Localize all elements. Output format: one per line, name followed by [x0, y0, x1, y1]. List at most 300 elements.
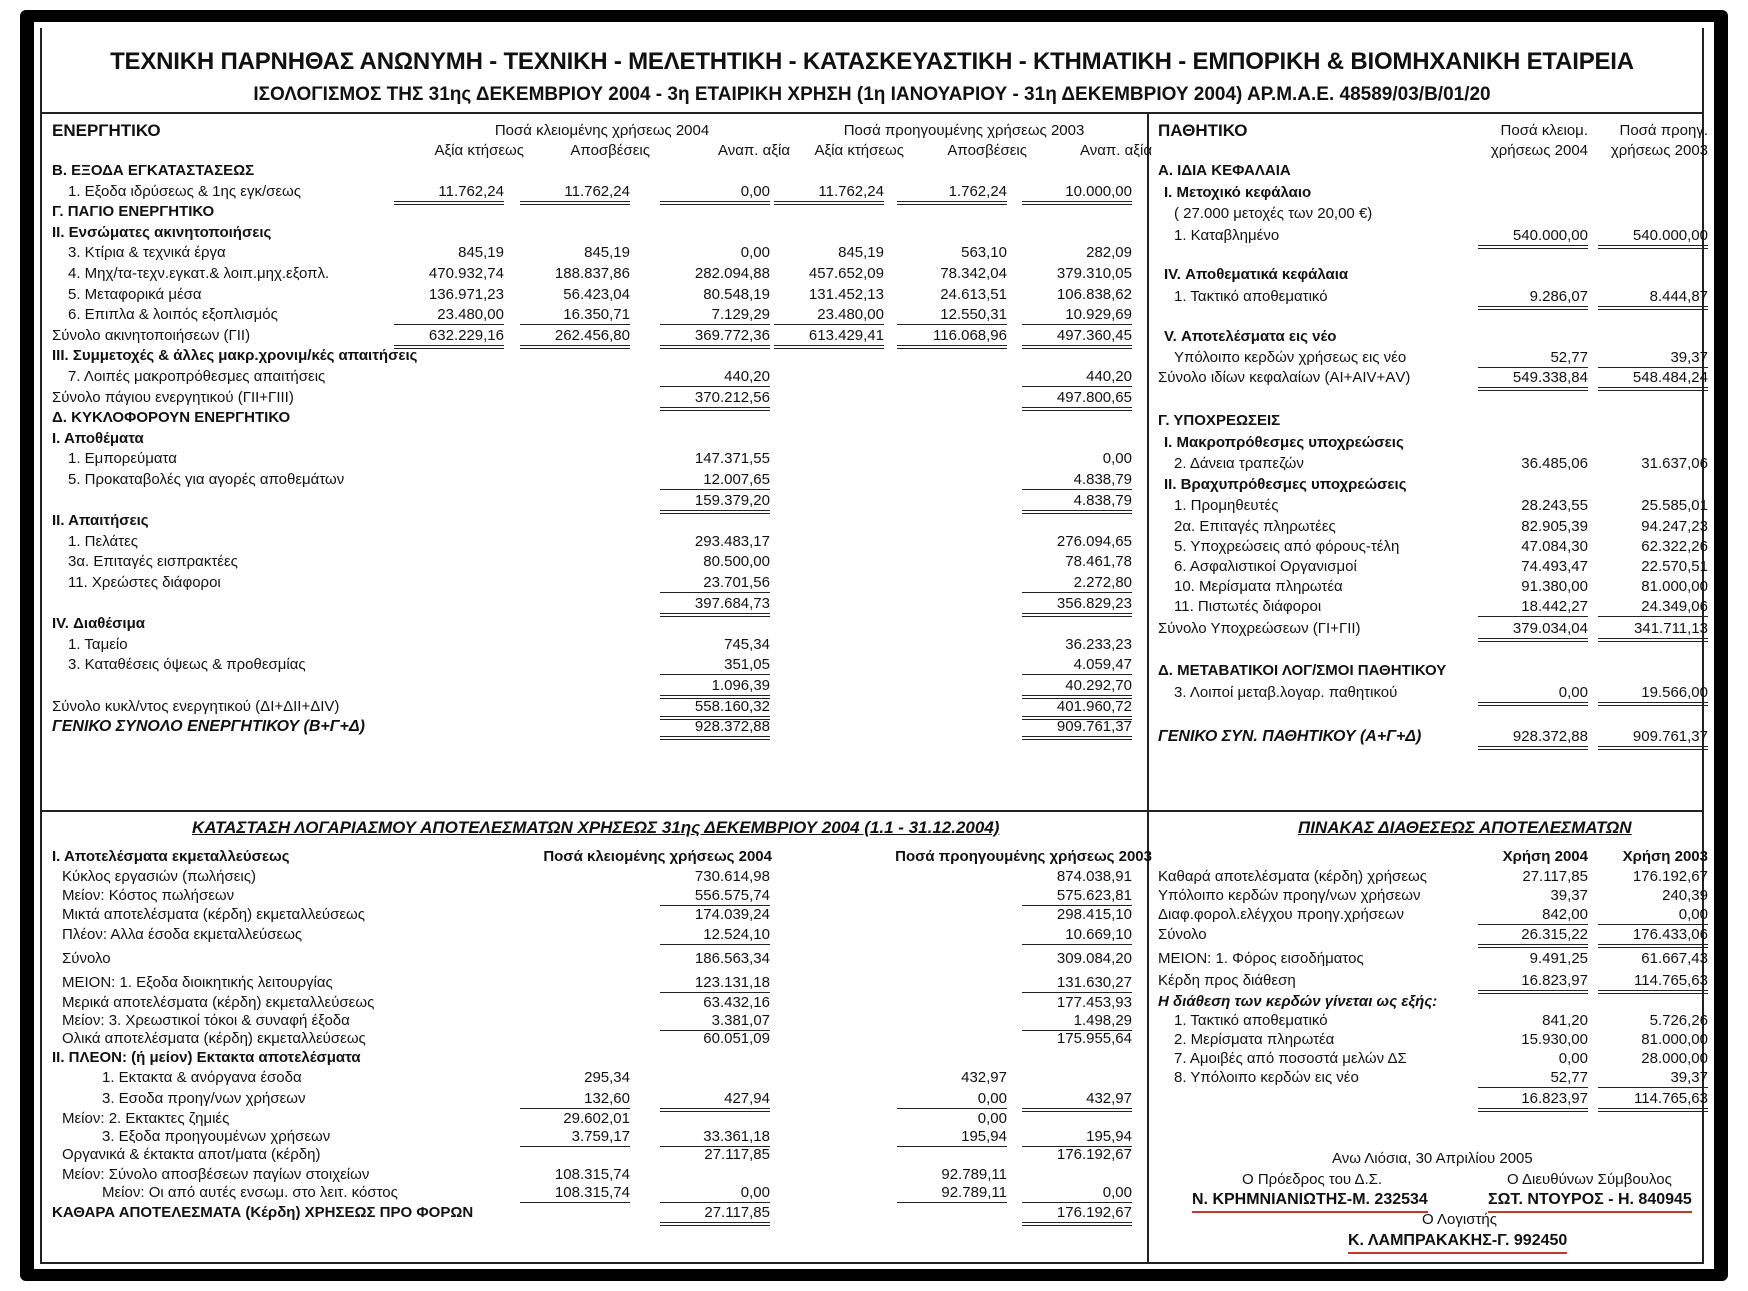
liability-value-text: 28.243,55 [1521, 497, 1588, 514]
liability-value [1448, 558, 1588, 576]
income-row-label: 3. Εσοδα προηγ/νων χρήσεων [102, 1090, 306, 1107]
asset-value-text: 4.838,79 [1022, 492, 1132, 514]
distribution-value [1568, 1050, 1708, 1068]
asset-value [490, 183, 630, 205]
asset-value-text: 36.233,23 [1065, 635, 1132, 653]
asset-value [364, 265, 504, 283]
income-value-text: 3.381,07 [660, 1012, 770, 1031]
asset-value [992, 244, 1132, 262]
asset-value [992, 450, 1132, 468]
liability-value-text: 548.484,24 [1598, 369, 1708, 391]
distribution-value-text: 240,39 [1662, 887, 1708, 904]
income-value [630, 1128, 770, 1147]
distribution-value [1448, 1090, 1588, 1112]
income-value [630, 1090, 770, 1112]
asset-value-text: 80.548,19 [703, 285, 770, 303]
distribution-value [1568, 887, 1708, 905]
company-title: ΤΕΧΝΙΚΗ ΠΑΡΝΗΘΑΣ ΑΝΩΝΥΜΗ - ΤΕΧΝΙΚΗ - ΜΕΛΕΤΗΤΙΚΗ - ΚΑΤΑΣΚΕΥΑΣΤΙΚΗ - ΚΤΗΜΑΤΙΚΗ - ΕΜΠΟΡΙΚΗ & ΒΙΟΜΗΧΑΝΙΚΗ ΕΤΑΙΡΕΙΑ [110, 48, 1634, 75]
asset-value [630, 677, 770, 699]
income-value-text: 3.759,17 [520, 1128, 630, 1147]
asset-value [630, 595, 770, 617]
asset-row-label: 1. Ταμείο [68, 635, 128, 653]
distribution-value-text: 176.192,67 [1632, 868, 1708, 885]
liabilities-heading: ΠΑΘΗΤΙΚΟ [1158, 121, 1248, 140]
income-row-label: Ολικά αποτελέσματα (κέρδη) εκμεταλλεύσεως [62, 1030, 366, 1047]
liability-row-label: ΙV. Αποθεματικά κεφάλαια [1164, 266, 1349, 283]
income-value [490, 1090, 630, 1109]
asset-row-label: 3α. Επιταγές εισπρακτέες [68, 553, 238, 571]
asset-value-text: 440,20 [660, 368, 770, 387]
liability-row-label: Σύνολο ιδίων κεφαλαίων (ΑΙ+ΑΙV+ΑV) [1158, 369, 1411, 386]
asset-row-label: ΙΙ. Ενσώματες ακινητοποιήσεις [52, 223, 272, 241]
liability-value [1448, 349, 1588, 368]
liability-value [1568, 518, 1708, 536]
income-value-text: 427,94 [660, 1090, 770, 1112]
income-value-text: 29.602,01 [563, 1110, 630, 1127]
col-dep-2004: Αποσβέσεις [570, 142, 650, 159]
income-value-text: 131.630,27 [1022, 974, 1132, 993]
income-row-label: Πλέον: Αλλα έσοδα εκμεταλλεύσεως [62, 926, 303, 943]
president-title: Ο Πρόεδρος του Δ.Σ. [1242, 1171, 1383, 1188]
asset-value [867, 327, 1007, 349]
distribution-value [1568, 1090, 1708, 1112]
asset-value-text: 351,05 [660, 656, 770, 675]
liability-value-text: 18.442,27 [1478, 598, 1588, 617]
income-value-text: 92.789,11 [941, 1166, 1007, 1183]
asset-row-label: 1. Πελάτες [68, 532, 138, 550]
asset-value-text: 23.701,56 [660, 574, 770, 593]
liability-row-label: Υπόλοιπο κερδών χρήσεως εις νέο [1174, 349, 1407, 366]
asset-row-label: 1. Εμπορεύματα [68, 450, 177, 468]
liability-row-label: Γ. ΥΠΟΧΡΕΩΣΕΙΣ [1158, 412, 1281, 429]
liability-value-text: 9.286,07 [1478, 288, 1588, 310]
income-value-text: 175.955,64 [1056, 1030, 1132, 1047]
income-value [867, 1166, 1007, 1184]
asset-value-text: 369.772,36 [660, 327, 770, 349]
asset-value [744, 306, 884, 325]
liability-value-text: 928.372,88 [1478, 728, 1588, 750]
asset-row-label: 5. Προκαταβολές για αγορές αποθεμάτων [68, 471, 345, 488]
income-statement-title: ΚΑΤΑΣΤΑΣΗ ΛΟΓΑΡΙΑΣΜΟΥ ΑΠΟΤΕΛΕΣΜΑΤΩΝ ΧΡΗΣΕΩΣ 31ης ΔΕΚΕΜΒΡΙΟΥ 2004 (1.1 - 31.12.2004) [192, 818, 1000, 837]
distribution-row-label: Κέρδη προς διάθεση [1158, 972, 1296, 989]
asset-value [630, 698, 770, 720]
income-value [630, 1012, 770, 1031]
distribution-value-text: 9.491,25 [1529, 950, 1588, 967]
liability-value [1448, 288, 1588, 310]
income-value [992, 1204, 1132, 1226]
distribution-value-text: 28.000,00 [1641, 1050, 1708, 1067]
distribution-row-label: Υπόλοιπο κερδών προηγ/νων χρήσεων [1158, 887, 1421, 904]
liability-value-text: 25.585,01 [1641, 497, 1708, 514]
asset-row-label: 6. Επιπλα & λοιπός εξοπλισμός [68, 306, 278, 324]
asset-value-text: 16.350,71 [520, 306, 630, 325]
income-value [992, 1146, 1132, 1164]
asset-value [630, 656, 770, 675]
liability-row-label: 2α. Επιταγές πληρωτέες [1174, 518, 1336, 535]
income-row-label: ΚΑΘΑΡΑ ΑΠΟΤΕΛΕΣΜΑΤΑ (Κέρδη) ΧΡΗΣΕΩΣ ΠΡΟ ΦΟΡΩΝ [52, 1204, 474, 1221]
asset-row-label: 7. Λοιπές μακροπρόθεσμες απαιτήσεις [68, 368, 326, 385]
distribution-row-label: 2. Μερίσματα πληρωτέα [1174, 1031, 1335, 1048]
distribution-value-text: 841,20 [1542, 1012, 1588, 1029]
distribution-value-text: 16.823,97 [1478, 1090, 1588, 1112]
asset-value-text: 131.452,13 [808, 285, 884, 303]
asset-value [867, 183, 1007, 205]
income-value [630, 1204, 770, 1226]
distribution-value-text: 176.433,06 [1598, 926, 1708, 948]
asset-value [364, 286, 504, 304]
asset-value-text: 23.480,00 [774, 306, 884, 325]
asset-value [744, 183, 884, 205]
asset-value-text: 11.762,24 [520, 183, 630, 205]
income-value [992, 1090, 1132, 1112]
distribution-value [1448, 1031, 1588, 1049]
distribution-value-text: 15.930,00 [1521, 1031, 1588, 1048]
asset-value-text: 282.094,88 [694, 265, 770, 282]
asset-row-label: Β. ΕΞΟΔΑ ΕΓΚΑΤΑΣΤΑΣΕΩΣ [52, 162, 255, 179]
assets-heading: ΕΝΕΡΓΗΤΙΚΟ [52, 121, 161, 140]
liability-row-label: 11. Πιστωτές διάφοροι [1174, 598, 1322, 615]
asset-row-label: 5. Μεταφορικά μέσα [68, 285, 202, 303]
income-col-2004: Ποσά κλειομένης χρήσεως 2004 [543, 848, 772, 865]
col-2004-header-a: Ποσά κλειομ. [1500, 122, 1588, 139]
asset-value [744, 244, 884, 262]
income-value-text: 108.315,74 [520, 1184, 630, 1203]
period-2004-header: Ποσά κλειομένης χρήσεως 2004 [494, 122, 710, 139]
income-value [867, 1069, 1007, 1087]
asset-value-text: 12.550,31 [897, 306, 1007, 325]
asset-value [867, 306, 1007, 325]
document-frame [20, 10, 1728, 1281]
liability-value [1568, 227, 1708, 249]
asset-value-text: 745,34 [724, 635, 770, 653]
distribution-value [1448, 906, 1588, 925]
income-row-label: Σύνολο [62, 950, 111, 967]
asset-value [744, 265, 884, 283]
asset-value [992, 492, 1132, 514]
liabilities-section [1158, 120, 1708, 810]
income-value-text: 298.415,10 [1056, 906, 1132, 923]
income-row-label: ΜΕΙΟΝ: 1. Εξοδα διοικητικής λειτουργίας [62, 974, 333, 991]
asset-row-label: 1. Εξοδα ιδρύσεως & 1ης εγκ/σεως [68, 182, 301, 200]
liability-value-text: 91.380,00 [1521, 578, 1588, 595]
liability-value [1448, 728, 1588, 750]
distribution-value-text: 52,77 [1478, 1069, 1588, 1088]
income-col-2003: Ποσά προηγουμένης χρήσεως 2003 [895, 848, 1152, 865]
asset-value [364, 327, 504, 349]
distribution-table [1158, 848, 1708, 1118]
income-value [490, 1184, 630, 1203]
asset-value [992, 553, 1132, 571]
asset-value-text: 470.932,74 [428, 265, 504, 282]
income-value-text: 132,60 [520, 1090, 630, 1109]
asset-value [992, 718, 1132, 740]
asset-value-text: 159.379,20 [660, 492, 770, 514]
income-value-text: 174.039,24 [694, 906, 770, 923]
income-value [867, 1090, 1007, 1109]
asset-value [992, 574, 1132, 593]
liability-value [1448, 598, 1588, 617]
asset-value-text: 845,19 [584, 244, 630, 262]
asset-value [490, 286, 630, 304]
distribution-value [1568, 906, 1708, 925]
liability-row-label: 1. Καταβλημένο [1174, 227, 1280, 244]
income-row-label: Μείον: Κόστος πωλήσεων [62, 887, 235, 904]
distribution-row-label: ΜΕΙΟΝ: 1. Φόρος εισοδήματος [1158, 950, 1364, 967]
asset-row-label: Σύνολο πάγιου ενεργητικού (ΓΙΙ+ΓΙΙΙ) [52, 388, 294, 406]
liability-value [1448, 497, 1588, 515]
liability-row-label: Σύνολο Υποχρεώσεων (ΓΙ+ΓΙΙ) [1158, 620, 1361, 637]
asset-value [867, 265, 1007, 283]
asset-value-text: 928.372,88 [660, 718, 770, 740]
income-value-text: 60.051,09 [703, 1030, 770, 1047]
distribution-row-label: Διαφ.φορολ.ελέγχου προηγ.χρήσεων [1158, 906, 1404, 923]
liability-value-text: 82.905,39 [1521, 518, 1588, 535]
income-value [630, 868, 770, 886]
distribution-value-text: 39,37 [1550, 887, 1588, 904]
asset-value [630, 389, 770, 411]
liability-value-text: 81.000,00 [1641, 578, 1708, 595]
liability-value-text: 379.034,04 [1478, 620, 1588, 642]
income-value [867, 1128, 1007, 1147]
income-row-label: Μικτά αποτελέσματα (κέρδη) εκμεταλλεύσεως [62, 906, 365, 923]
income-value-text: 432,97 [1022, 1090, 1132, 1112]
income-value [490, 1166, 630, 1184]
asset-value-text: 7.129,29 [660, 306, 770, 325]
distribution-row-label: 7. Αμοιβές από ποσοστά μελών ΔΣ [1174, 1050, 1407, 1067]
asset-value-text: 356.829,23 [1022, 595, 1132, 617]
distribution-row-label: 8. Υπόλοιπο κερδών εις νέο [1174, 1069, 1359, 1086]
asset-value-text: 0,00 [1102, 450, 1132, 468]
asset-value-text: 24.613,51 [940, 285, 1007, 303]
assets-section [52, 120, 1152, 810]
income-value [867, 1184, 1007, 1203]
dist-col-2003: Χρήση 2003 [1622, 848, 1708, 865]
col-2003-header-b: χρήσεως 2003 [1610, 142, 1708, 159]
distribution-value [1568, 926, 1708, 948]
distribution-value-text: 27.117,85 [1522, 868, 1588, 885]
income-value [992, 887, 1132, 906]
income-value-text: 27.117,85 [704, 1146, 770, 1163]
income-value [630, 926, 770, 945]
liability-row-label: ( 27.000 μετοχές των 20,00 €) [1174, 205, 1373, 222]
accountant-signature: Κ. ΛΑΜΠΡΑΚΑΚΗΣ-Γ. 992450 [1348, 1232, 1567, 1254]
distribution-value-text: 114.765,63 [1598, 972, 1708, 994]
asset-value-text: 440,20 [1022, 368, 1132, 387]
asset-value-text: 4.059,47 [1022, 656, 1132, 675]
liability-value [1568, 288, 1708, 310]
asset-row-label: 3. Καταθέσεις όψεως & προθεσμίας [68, 656, 306, 674]
asset-value-text: 909.761,37 [1022, 718, 1132, 740]
liability-value [1568, 455, 1708, 473]
asset-row-label: Δ. ΚΥΚΛΟΦΟΡΟΥΝ ΕΝΕΡΓΗΤΙΚΟ [52, 409, 291, 427]
income-row-label: Μερικά αποτελέσματα (κέρδη) εκμεταλλεύσεως [62, 994, 375, 1011]
col-dep-2003: Αποσβέσεις [947, 142, 1027, 159]
asset-value-text: 632.229,16 [394, 327, 504, 349]
asset-value-text: 80.500,00 [703, 553, 770, 571]
asset-value-text: 10.929,69 [1022, 306, 1132, 325]
asset-value [992, 286, 1132, 304]
asset-value [992, 533, 1132, 551]
distribution-value [1448, 868, 1588, 886]
distribution-row-label: Σύνολο [1158, 926, 1207, 943]
income-value-text: 432,97 [961, 1069, 1007, 1086]
distribution-value [1568, 1012, 1708, 1030]
liability-value [1568, 728, 1708, 750]
liability-row-label: 3. Λοιποί μεταβ.λογαρ. παθητικού [1174, 684, 1398, 701]
asset-value-text: 370.212,56 [660, 389, 770, 411]
asset-value-text: 78.461,78 [1065, 553, 1132, 571]
distribution-value-text: 81.000,00 [1641, 1031, 1708, 1048]
income-row-label: Μείον: Σύνολο αποσβέσεων παγίων στοιχείων [62, 1166, 370, 1183]
income-value-text: 123.131,18 [660, 974, 770, 993]
liability-value-text: 52,77 [1478, 349, 1588, 368]
distribution-value [1568, 868, 1708, 886]
distribution-value-text: 16.823,97 [1478, 972, 1588, 994]
asset-value [867, 244, 1007, 262]
document-subtitle: ΙΣΟΛΟΓΙΣΜΟΣ ΤΗΣ 31ης ΔΕΚΕΜΒΡΙΟΥ 2004 - 3η ΕΤΑΙΡΙΚΗ ΧΡΗΣΗ (1η ΙΑΝΟΥΑΡΙΟΥ - 31η ΔΕΚΕΜΒΡΙΟΥ 2004) ΑΡ.Μ.Α.Ε. 48589/03/Β/01/20 [253, 84, 1491, 105]
col-cost-2004: Αξία κτήσεως [434, 142, 524, 159]
income-value [867, 1110, 1007, 1128]
ceo-signature: ΣΩΤ. ΝΤΟΥΡΟΣ - Η. 840945 [1488, 1191, 1692, 1213]
asset-value-text: 12.007,65 [660, 471, 770, 490]
asset-row-label: ΙV. Διαθέσιμα [52, 615, 146, 633]
income-value-text: 1.498,29 [1022, 1012, 1132, 1031]
liability-value-text: 31.637,06 [1641, 455, 1708, 472]
distribution-value-text: 114.765,63 [1598, 1090, 1708, 1112]
income-value [992, 974, 1132, 993]
accountant-title: Ο Λογιστής [1422, 1211, 1497, 1228]
liability-value [1568, 369, 1708, 391]
liability-value [1448, 369, 1588, 391]
balance-sheet [40, 28, 1708, 1264]
col-2003-header-a: Ποσά προηγ. [1619, 122, 1708, 139]
income-statement [52, 848, 1152, 1258]
asset-value [490, 244, 630, 262]
asset-value-text: 497.800,65 [1022, 389, 1132, 411]
income-row-label: 3. Εξοδα προηγουμένων χρήσεων [102, 1128, 331, 1145]
col-net-2004: Αναπ. αξία [718, 142, 790, 159]
asset-value-text: 11.762,24 [774, 183, 884, 205]
liability-value-text: 47.084,30 [1521, 538, 1588, 555]
income-value-text: 92.789,11 [897, 1184, 1007, 1203]
liability-value-text: 540.000,00 [1598, 227, 1708, 249]
distribution-row-label: Η διάθεση των κερδών γίνεται ως εξής: [1158, 993, 1438, 1010]
liability-value [1568, 349, 1708, 368]
income-value [630, 906, 770, 924]
income-value [630, 994, 770, 1012]
distribution-value [1448, 950, 1588, 968]
income-value [630, 887, 770, 906]
liability-value [1448, 227, 1588, 249]
asset-value [992, 471, 1132, 490]
liability-value-text: 36.485,06 [1521, 455, 1588, 472]
liability-value [1568, 598, 1708, 617]
distribution-value [1448, 1069, 1588, 1088]
asset-value-text: 2.272,80 [1022, 574, 1132, 593]
asset-value-text: 497.360,45 [1022, 327, 1132, 349]
income-value-text: 12.524,10 [660, 926, 770, 945]
liability-value [1568, 684, 1708, 706]
liability-value-text: 540.000,00 [1478, 227, 1588, 249]
income-value [992, 906, 1132, 924]
asset-value-text: 0,00 [660, 183, 770, 205]
income-value-text: 176.192,67 [1056, 1146, 1132, 1163]
distribution-value-text: 26.315,22 [1478, 926, 1588, 948]
income-value-text: 874.038,91 [1056, 868, 1132, 885]
liability-value-text: 549.338,84 [1478, 369, 1588, 391]
asset-value-text: 1.762,24 [897, 183, 1007, 205]
liability-row-label: Δ. ΜΕΤΑΒΑΤΙΚΟΙ ΛΟΓ/ΣΜΟΙ ΠΑΘΗΤΙΚΟΥ [1158, 662, 1447, 679]
asset-value-text: 106.838,62 [1056, 285, 1132, 303]
liability-row-label: 5. Υποχρεώσεις από φόρους-τέλη [1174, 538, 1400, 555]
liability-value [1448, 578, 1588, 596]
asset-value [992, 636, 1132, 654]
income-row-label: Μείον: 3. Χρεωστικοί τόκοι & συναφή έξοδα [62, 1012, 350, 1029]
income-value [992, 950, 1132, 968]
liability-row-label: Ι. Μακροπρόθεσμες υποχρεώσεις [1164, 434, 1404, 451]
asset-value [992, 698, 1132, 720]
income-value-text: 0,00 [977, 1110, 1007, 1127]
distribution-value [1448, 972, 1588, 994]
distribution-value-text: 0,00 [1558, 1050, 1588, 1067]
income-row-label: 1. Εκτακτα & ανόργανα έσοδα [102, 1069, 302, 1086]
income-value-text: 177.453,93 [1056, 994, 1132, 1011]
asset-value-text: 40.292,70 [1022, 677, 1132, 699]
col-net-2003: Αναπ. αξία [1080, 142, 1152, 159]
distribution-value-text: 61.667,43 [1641, 950, 1708, 967]
asset-value-text: 558.160,32 [660, 698, 770, 720]
income-value [992, 926, 1132, 945]
liability-row-label: 1. Τακτικό αποθεματικό [1174, 288, 1328, 305]
asset-value-text: 56.423,04 [563, 285, 630, 303]
liability-row-label: 1. Προμηθευτές [1174, 497, 1279, 514]
asset-row-label: 4. Μηχ/τα-τεχν.εγκατ.& λοιπ.μηχ.εξοπλ. [68, 265, 330, 282]
liability-value [1568, 620, 1708, 642]
asset-value-text: 845,19 [838, 244, 884, 262]
distribution-title: ΠΙΝΑΚΑΣ ΔΙΑΘΕΣΕΩΣ ΑΠΟΤΕΛΕΣΜΑΤΩΝ [1298, 818, 1632, 837]
income-value-text: 0,00 [1022, 1184, 1132, 1203]
asset-value-text: 147.371,55 [694, 450, 770, 468]
distribution-value-text: 39,37 [1598, 1069, 1708, 1088]
income-value-text: 575.623,81 [1022, 887, 1132, 906]
income-value [992, 1012, 1132, 1031]
asset-value-text: 23.480,00 [394, 306, 504, 325]
liability-row-label: 10. Μερίσματα πληρωτέα [1174, 578, 1343, 595]
asset-value-text: 845,19 [458, 244, 504, 262]
asset-value-text: 0,00 [740, 244, 770, 262]
income-value-text: 195,94 [897, 1128, 1007, 1147]
liability-row-label: ΓΕΝΙΚΟ ΣΥΝ. ΠΑΘΗΤΙΚΟΥ (Α+Γ+Δ) [1158, 728, 1422, 745]
asset-value [630, 533, 770, 551]
asset-value [364, 244, 504, 262]
liability-value-text: 62.322,26 [1641, 538, 1708, 555]
distribution-value [1568, 1031, 1708, 1049]
liability-value-text: 24.349,06 [1598, 598, 1708, 617]
income-value-text: 730.614,98 [694, 868, 770, 885]
income-value [490, 1128, 630, 1147]
asset-value [992, 389, 1132, 411]
distribution-row-label: 1. Τακτικό αποθεματικό [1174, 1012, 1328, 1029]
asset-value-text: 188.837,86 [554, 265, 630, 282]
liability-value [1448, 684, 1588, 706]
asset-value-text: 397.684,73 [660, 595, 770, 617]
liability-value-text: 909.761,37 [1598, 728, 1708, 750]
asset-value-text: 379.310,05 [1056, 265, 1132, 282]
income-value [630, 950, 770, 968]
distribution-value [1568, 972, 1708, 994]
period-2003-header: Ποσά προηγουμένης χρήσεως 2003 [843, 122, 1085, 139]
asset-value [630, 718, 770, 740]
